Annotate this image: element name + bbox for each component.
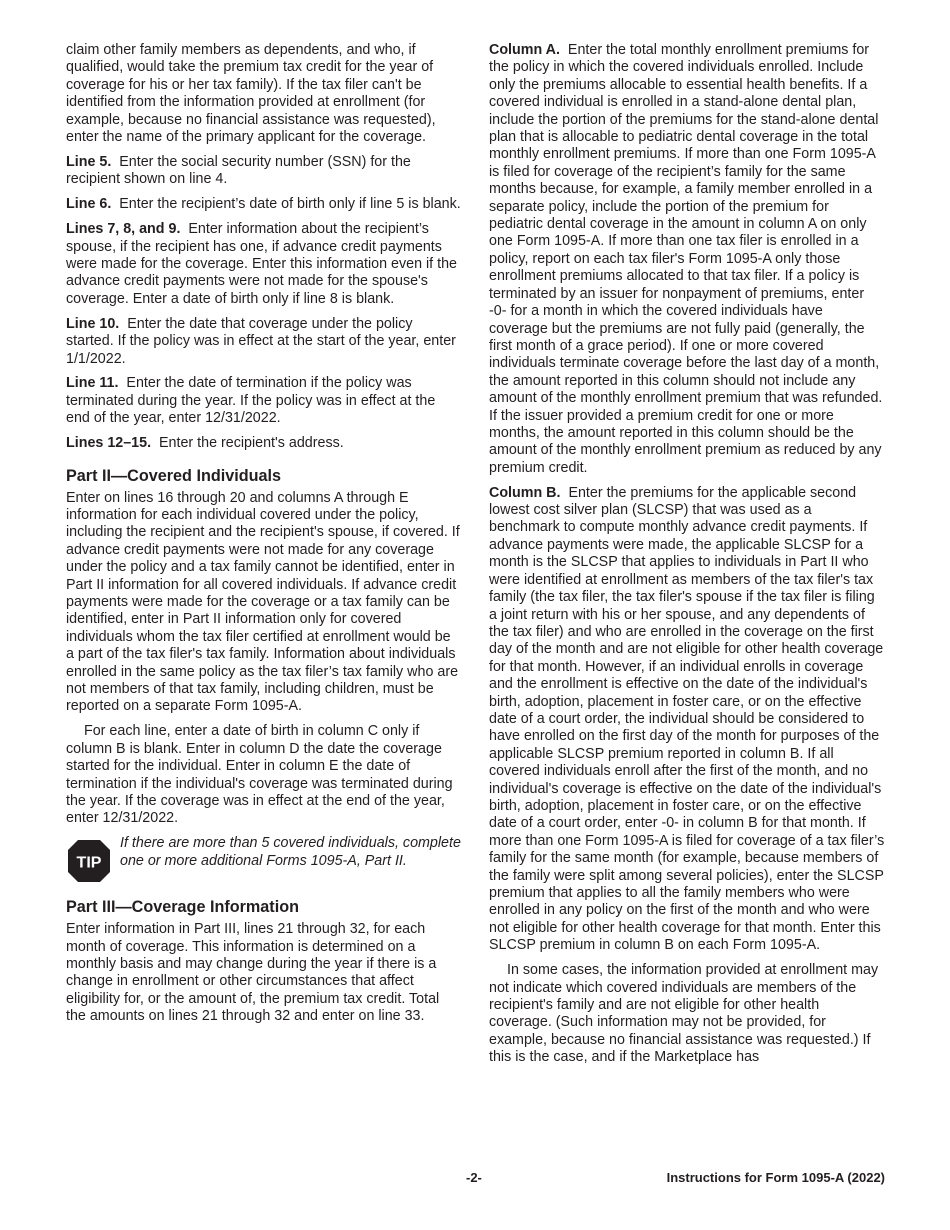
line-11-label: Line 11. bbox=[66, 375, 119, 392]
column-a-label: Column A. bbox=[489, 42, 560, 58]
part-2-heading: Part II—Covered Individuals bbox=[66, 466, 281, 485]
lines-12-15-label: Lines 12–15. bbox=[66, 435, 152, 452]
line-10-label: Line 10. bbox=[66, 315, 120, 332]
line-10-text: Enter the date that coverage under the policy started. If the policy was in effect at the start of the year, enter 1/1/2022. bbox=[66, 315, 456, 367]
right-column bbox=[489, 42, 885, 1074]
tip-icon-label: TIP bbox=[76, 854, 102, 872]
part-2-paragraph-dates: For each line, enter a date of birth in column C only if column B is blank. Enter in column D the date the coverage started for the individual. Enter in column E the date of termination if the individual's coverage was terminated during the year. If the coverage was in effect at the end of the year, enter 12/31/2022. bbox=[66, 723, 453, 827]
line-11-instruction bbox=[66, 375, 462, 427]
line-10-instruction bbox=[66, 316, 462, 368]
column-b-label: Column B. bbox=[489, 484, 561, 501]
line-5-label: Line 5. bbox=[66, 153, 112, 170]
lines-12-15-instruction bbox=[66, 435, 462, 452]
tip-box bbox=[66, 835, 462, 884]
left-column bbox=[66, 42, 462, 1033]
line-6-instruction bbox=[66, 196, 462, 213]
tip-icon bbox=[66, 838, 112, 884]
line-5-instruction bbox=[66, 154, 462, 189]
column-b-instruction bbox=[489, 485, 885, 955]
column-a-text: Enter the total monthly enrollment premiums for the policy in which the covered individuals enrolled. Include only the premiums allocable to essential health benefits. If a covered individual is enrolled in a stand-alone dental plan, include the portion of the premiums for the stand-alone dental plan that is allocable to pediatric dental coverage in the total monthly enrollment premiums. If more than one Form 1095-A is filed for coverage of the recipient’s family for the same months because, for example, a family member enrolled in a separate policy, include the portion of the premium for pediatric dental coverage in the amount in column A on only one Form 1095-A. If more than one tax filer is enrolled in a policy, report on each tax filer's Form 1095-A only those enrollment premiums allocated to that tax filer. If a policy is terminated by an issuer for nonpayment of premiums, enter -0- for a month in which the covered individuals have coverage but the premiums are not fully paid (generally, the first month of a grace period). If one or more covered individuals terminate coverage before the last day of a month, the amount reported in this column should not include any amount of the monthly enrollment premium that was refunded. If the issuer provided a premium credit for one or more months, the amount reported in this column should be the amount of the monthly enrollment premium as reduced by any premium credit. bbox=[489, 42, 883, 476]
line-11-text: Enter the date of termination if the policy was terminated during the year. If the policy was in effect at the end of the year, enter 12/31/2022. bbox=[66, 375, 436, 427]
page-number: -2- bbox=[466, 1170, 482, 1185]
column-a-instruction bbox=[489, 42, 885, 477]
lines-12-15-text: Enter the recipient's address. bbox=[159, 435, 344, 452]
page-footer bbox=[66, 1170, 885, 1190]
line-6-text: Enter the recipient’s date of birth only if line 5 is blank. bbox=[119, 196, 461, 213]
tip-text: If there are more than 5 covered individuals, complete one or more additional Forms 1095-A, Part II. bbox=[120, 835, 461, 869]
column-b-text: Enter the premiums for the applicable second lowest cost silver plan (SLCSP) that was used as a benchmark to compute monthly advance credit payments. If advance payments were made, the applicable SLCSP for a month is the SLCSP that applies to individuals in Part II who were identified at enrollment as members of the tax filer's tax family (the tax filer, the tax filer's spouse if the tax filer is filing a joint return with his or her spouse, and any dependents of the tax filer) and who are enrolled in the coverage on the first day of the month and are not eligible for other health coverage for that month. However, if an individual enrolls in coverage and the enrollment is effective on the date of the individual's birth, adoption, placement in foster care, or on the effective date of a court order, the individual should be considered to have enrolled on the first day of the month for purposes of the applicable SLCSP premium reported in column B. If all covered individuals enroll after the first of the month, and no individual's coverage is effective on the date of the individual's birth, adoption, placement in foster care, or on the effective date of a court order, enter -0- in column B for that month. If more than one Form 1095-A is filed for coverage of a tax filer’s family for the same month (for example, because members of the family were split among several policies), enter the SLCSP premium that applies to all the family members who were enrolled in any policy on the first of the month and who were not eligible for other health coverage for that month. Enter this SLCSP premium in column B on each Form 1095-A. bbox=[489, 484, 885, 954]
lines-7-8-9-label: Lines 7, 8, and 9. bbox=[66, 221, 181, 238]
footer-form-title: Instructions for Form 1095-A (2022) bbox=[666, 1170, 885, 1185]
line-5-text: Enter the social security number (SSN) for the recipient shown on line 4. bbox=[66, 153, 411, 188]
lines-7-8-9-text: Enter information about the recipient’s spouse, if the recipient has one, if advance credit payments were made for the coverage. Enter this information even if the advance credit payments were not made for the spouse's coverage. Enter a date of birth only if line 8 is blank. bbox=[66, 221, 457, 307]
paragraph-continued: claim other family members as dependents, and who, if qualified, would take the premium tax credit for the year of coverage for his or her tax family). If the tax filer can't be identified from the information provided at enrollment (for example, because no financial assistance was requested), enter the name of the primary applicant for the coverage. bbox=[66, 42, 436, 146]
some-cases-paragraph: In some cases, the information provided at enrollment may not indicate which covered individuals are members of the recipient's family and are not eligible for other health coverage. (Such information may not be provided, for example, because no financial assistance was requested.) If this is the case, and if the Marketplace has bbox=[489, 962, 879, 1066]
line-6-label: Line 6. bbox=[66, 196, 112, 213]
part-3-heading: Part III—Coverage Information bbox=[66, 898, 299, 917]
part-3-paragraph: Enter information in Part III, lines 21 through 32, for each month of coverage. This information is determined on a monthly basis and may change during the year if there is a change in enrollment or other circumstances that affect eligibility for, or the amount of, the premium tax credit. Total the amounts on lines 21 through 32 and enter on line 33. bbox=[66, 921, 440, 1025]
lines-7-8-9-instruction bbox=[66, 221, 462, 308]
part-2-paragraph: Enter on lines 16 through 20 and columns A through E information for each individual covered under the policy, including the recipient and the recipient's spouse, if covered. If advance credit payments were not made for any coverage under the policy and a tax family cannot be identified, enter in Part II information for all covered individuals. If advance credit payments were made for the coverage or a tax family can be identified, enter in Part II information only for covered individuals whom the tax filer certified at enrollment would be a part of the tax filer's tax family. Information about individuals enrolled in the same policy as the tax filer’s tax family who are not members of that tax family, including children, must be reported on a separate Form 1095-A. bbox=[66, 489, 460, 715]
